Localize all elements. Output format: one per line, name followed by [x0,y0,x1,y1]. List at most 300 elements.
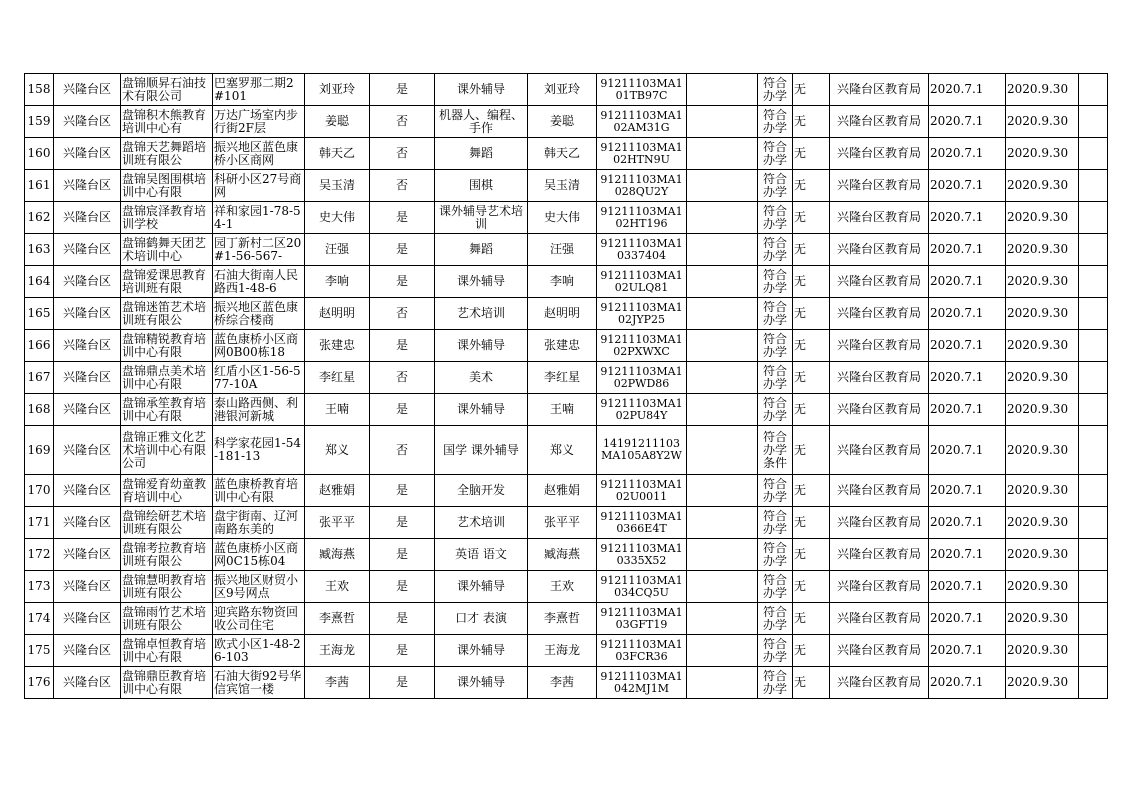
district-cell: 兴隆台区 [54,635,121,667]
responsible-person-cell: 刘亚玲 [528,74,597,106]
row-number: 168 [25,394,54,426]
department-cell: 兴隆台区教育局 [830,603,929,635]
institution-name-cell: 盘锦鼎臣教育培训中心有限 [121,667,213,699]
end-date-cell: 2020.9.30 [1006,362,1079,394]
district-cell: 兴隆台区 [54,202,121,234]
address-cell: 万达广场室内步行街2F层 [213,106,305,138]
institution-table [24,73,1108,699]
table-row [25,571,1108,603]
end-date-cell: 2020.9.30 [1006,394,1079,426]
blank-cell [687,539,758,571]
address-cell: 泰山路西侧、利港银河新城 [213,394,305,426]
blank-cell [1079,74,1108,106]
yes-no-cell: 否 [370,106,435,138]
blank-cell [1079,298,1108,330]
department-cell: 兴隆台区教育局 [830,266,929,298]
responsible-person-cell: 王欢 [528,571,597,603]
row-number: 158 [25,74,54,106]
start-date-cell: 2020.7.1 [929,266,1006,298]
table-row [25,635,1108,667]
institution-name-cell: 盘锦正雅文化艺术培训中心有限公司 [121,426,213,475]
start-date-cell: 2020.7.1 [929,539,1006,571]
qualification-cell: 符合办学 [758,362,793,394]
credit-code-cell: 14191211103MA105A8Y2W [597,426,687,475]
department-cell: 兴隆台区教育局 [830,106,929,138]
qualification-cell: 符合办学 [758,635,793,667]
yes-no-cell: 是 [370,539,435,571]
legal-person-cell: 臧海燕 [305,539,370,571]
start-date-cell: 2020.7.1 [929,138,1006,170]
start-date-cell: 2020.7.1 [929,362,1006,394]
blank-cell [1079,170,1108,202]
credit-code-cell: 91211103MA102HT196 [597,202,687,234]
qualification-cell: 符合办学 [758,667,793,699]
blank-cell [687,330,758,362]
blank-cell [1079,266,1108,298]
blank-cell [687,475,758,507]
yes-no-cell: 是 [370,571,435,603]
start-date-cell: 2020.7.1 [929,234,1006,266]
business-scope-cell: 国学 课外辅导 [435,426,528,475]
row-number: 175 [25,635,54,667]
institution-name-cell: 盘锦雨竹艺术培训班有限公 [121,603,213,635]
district-cell: 兴隆台区 [54,298,121,330]
department-cell: 兴隆台区教育局 [830,475,929,507]
table-row [25,266,1108,298]
responsible-person-cell: 张平平 [528,507,597,539]
legal-person-cell: 史大伟 [305,202,370,234]
end-date-cell: 2020.9.30 [1006,106,1079,138]
yes-no-cell: 否 [370,138,435,170]
end-date-cell: 2020.9.30 [1006,234,1079,266]
end-date-cell: 2020.9.30 [1006,475,1079,507]
end-date-cell: 2020.9.30 [1006,571,1079,603]
institution-name-cell: 盘锦吴图围棋培训中心有限 [121,170,213,202]
department-cell: 兴隆台区教育局 [830,138,929,170]
legal-person-cell: 李红星 [305,362,370,394]
address-cell: 红盾小区1-56-577-10A [213,362,305,394]
department-cell: 兴隆台区教育局 [830,170,929,202]
qualification-cell: 符合办学 [758,74,793,106]
responsible-person-cell: 姜聪 [528,106,597,138]
responsible-person-cell: 张建忠 [528,330,597,362]
legal-person-cell: 张平平 [305,507,370,539]
responsible-person-cell: 赵雅娟 [528,475,597,507]
row-number: 172 [25,539,54,571]
credit-code-cell: 91211103MA103FCR36 [597,635,687,667]
district-cell: 兴隆台区 [54,394,121,426]
qualification-cell: 符合办学 [758,106,793,138]
credit-code-cell: 91211103MA1042MJ1M [597,667,687,699]
blank-cell [1079,202,1108,234]
department-cell: 兴隆台区教育局 [830,426,929,475]
yes-no-cell: 否 [370,362,435,394]
yes-no-cell: 是 [370,603,435,635]
department-cell: 兴隆台区教育局 [830,635,929,667]
yes-no-cell: 否 [370,426,435,475]
record-cell: 无 [793,330,830,362]
credit-code-cell: 91211103MA10366E4T [597,507,687,539]
blank-cell [1079,138,1108,170]
table-row [25,362,1108,394]
responsible-person-cell: 李熹哲 [528,603,597,635]
qualification-cell: 符合办学 [758,603,793,635]
address-cell: 科研小区27号商网 [213,170,305,202]
institution-name-cell: 盘锦宸泽教育培训学校 [121,202,213,234]
record-cell: 无 [793,106,830,138]
table-row [25,170,1108,202]
row-number: 171 [25,507,54,539]
district-cell: 兴隆台区 [54,667,121,699]
yes-no-cell: 是 [370,635,435,667]
table-body [25,74,1108,699]
credit-code-cell: 91211103MA103GFT19 [597,603,687,635]
responsible-person-cell: 王海龙 [528,635,597,667]
blank-cell [687,106,758,138]
institution-name-cell: 盘锦鼎点美术培训中心有限 [121,362,213,394]
yes-no-cell: 是 [370,475,435,507]
row-number: 167 [25,362,54,394]
institution-name-cell: 盘锦慧明教育培训班有限公 [121,571,213,603]
row-number: 161 [25,170,54,202]
blank-cell [1079,635,1108,667]
department-cell: 兴隆台区教育局 [830,74,929,106]
address-cell: 欧式小区1-48-26-103 [213,635,305,667]
table-row [25,426,1108,475]
business-scope-cell: 舞蹈 [435,234,528,266]
department-cell: 兴隆台区教育局 [830,507,929,539]
institution-name-cell: 盘锦积木熊教育培训中心有 [121,106,213,138]
yes-no-cell: 是 [370,74,435,106]
institution-name-cell: 盘锦爱育幼童教育培训中心 [121,475,213,507]
credit-code-cell: 91211103MA102AM31G [597,106,687,138]
start-date-cell: 2020.7.1 [929,507,1006,539]
responsible-person-cell: 李红星 [528,362,597,394]
business-scope-cell: 口才 表演 [435,603,528,635]
address-cell: 振兴地区蓝色康桥综合楼商 [213,298,305,330]
business-scope-cell: 艺术培训 [435,507,528,539]
address-cell: 振兴地区蓝色康桥小区商网 [213,138,305,170]
qualification-cell: 符合办学 [758,330,793,362]
credit-code-cell: 91211103MA1028QU2Y [597,170,687,202]
blank-cell [1079,106,1108,138]
record-cell: 无 [793,507,830,539]
qualification-cell: 符合办学 [758,138,793,170]
responsible-person-cell: 赵明明 [528,298,597,330]
row-number: 163 [25,234,54,266]
legal-person-cell: 赵雅娟 [305,475,370,507]
blank-cell [687,571,758,603]
blank-cell [687,234,758,266]
start-date-cell: 2020.7.1 [929,74,1006,106]
department-cell: 兴隆台区教育局 [830,298,929,330]
blank-cell [1079,330,1108,362]
department-cell: 兴隆台区教育局 [830,362,929,394]
yes-no-cell: 是 [370,234,435,266]
responsible-person-cell: 史大伟 [528,202,597,234]
legal-person-cell: 郑义 [305,426,370,475]
blank-cell [1079,475,1108,507]
business-scope-cell: 课外辅导 [435,635,528,667]
district-cell: 兴隆台区 [54,330,121,362]
start-date-cell: 2020.7.1 [929,330,1006,362]
end-date-cell: 2020.9.30 [1006,74,1079,106]
institution-name-cell: 盘锦承笙教育培训中心有限 [121,394,213,426]
blank-cell [1079,539,1108,571]
table-row [25,667,1108,699]
start-date-cell: 2020.7.1 [929,426,1006,475]
row-number: 170 [25,475,54,507]
table-row [25,202,1108,234]
end-date-cell: 2020.9.30 [1006,426,1079,475]
institution-name-cell: 盘锦天艺舞蹈培训班有限公 [121,138,213,170]
end-date-cell: 2020.9.30 [1006,507,1079,539]
end-date-cell: 2020.9.30 [1006,603,1079,635]
blank-cell [1079,507,1108,539]
district-cell: 兴隆台区 [54,539,121,571]
credit-code-cell: 91211103MA102U0011 [597,475,687,507]
address-cell: 巴塞罗那二期2#101 [213,74,305,106]
business-scope-cell: 全脑开发 [435,475,528,507]
row-number: 162 [25,202,54,234]
blank-cell [687,507,758,539]
address-cell: 蓝色康桥教育培训中心有限 [213,475,305,507]
end-date-cell: 2020.9.30 [1006,266,1079,298]
record-cell: 无 [793,475,830,507]
record-cell: 无 [793,170,830,202]
blank-cell [687,202,758,234]
business-scope-cell: 机器人、编程、手作 [435,106,528,138]
blank-cell [687,362,758,394]
responsible-person-cell: 吴玉清 [528,170,597,202]
qualification-cell: 符合办学 [758,394,793,426]
start-date-cell: 2020.7.1 [929,635,1006,667]
district-cell: 兴隆台区 [54,603,121,635]
record-cell: 无 [793,362,830,394]
business-scope-cell: 课外辅导 [435,394,528,426]
table-row [25,475,1108,507]
qualification-cell: 符合办学 [758,266,793,298]
yes-no-cell: 是 [370,507,435,539]
yes-no-cell: 是 [370,667,435,699]
qualification-cell: 符合办学 [758,170,793,202]
table-row [25,234,1108,266]
business-scope-cell: 舞蹈 [435,138,528,170]
record-cell: 无 [793,266,830,298]
qualification-cell: 符合办学 [758,202,793,234]
address-cell: 祥和家园1-78-54-1 [213,202,305,234]
business-scope-cell: 美术 [435,362,528,394]
district-cell: 兴隆台区 [54,266,121,298]
institution-name-cell: 盘锦考拉教育培训班有限公 [121,539,213,571]
blank-cell [1079,603,1108,635]
business-scope-cell: 艺术培训 [435,298,528,330]
address-cell: 振兴地区财贸小区9号网点 [213,571,305,603]
responsible-person-cell: 臧海燕 [528,539,597,571]
credit-code-cell: 91211103MA1034CQ5U [597,571,687,603]
table-row [25,603,1108,635]
blank-cell [1079,426,1108,475]
district-cell: 兴隆台区 [54,475,121,507]
responsible-person-cell: 汪强 [528,234,597,266]
address-cell: 园丁新村二区20#1-56-567- [213,234,305,266]
legal-person-cell: 韩天乙 [305,138,370,170]
credit-code-cell: 91211103MA101TB97C [597,74,687,106]
start-date-cell: 2020.7.1 [929,571,1006,603]
institution-name-cell: 盘锦精锐教育培训中心有限 [121,330,213,362]
table-row [25,298,1108,330]
row-number: 174 [25,603,54,635]
record-cell: 无 [793,603,830,635]
institution-name-cell: 盘锦爱课思教育培训班有限 [121,266,213,298]
credit-code-cell: 91211103MA102ULQ81 [597,266,687,298]
end-date-cell: 2020.9.30 [1006,330,1079,362]
business-scope-cell: 围棋 [435,170,528,202]
start-date-cell: 2020.7.1 [929,202,1006,234]
address-cell: 蓝色康桥小区商网0C15栋04 [213,539,305,571]
responsible-person-cell: 李响 [528,266,597,298]
responsible-person-cell: 李茜 [528,667,597,699]
credit-code-cell: 91211103MA102HTN9U [597,138,687,170]
credit-code-cell: 91211103MA10337404 [597,234,687,266]
legal-person-cell: 王海龙 [305,635,370,667]
start-date-cell: 2020.7.1 [929,667,1006,699]
district-cell: 兴隆台区 [54,138,121,170]
address-cell: 盘宇街南、辽河南路东美的 [213,507,305,539]
address-cell: 迎宾路东物资回收公司住宅 [213,603,305,635]
address-cell: 石油大街92号华信宾馆一楼 [213,667,305,699]
qualification-cell: 符合办学 [758,234,793,266]
legal-person-cell: 刘亚玲 [305,74,370,106]
row-number: 173 [25,571,54,603]
district-cell: 兴隆台区 [54,74,121,106]
table-row [25,539,1108,571]
row-number: 166 [25,330,54,362]
qualification-cell: 符合办学 [758,475,793,507]
department-cell: 兴隆台区教育局 [830,667,929,699]
legal-person-cell: 李熹哲 [305,603,370,635]
responsible-person-cell: 韩天乙 [528,138,597,170]
blank-cell [687,635,758,667]
blank-cell [687,298,758,330]
institution-name-cell: 盘锦卓恒教育培训中心有限 [121,635,213,667]
district-cell: 兴隆台区 [54,362,121,394]
responsible-person-cell: 王喃 [528,394,597,426]
yes-no-cell: 是 [370,394,435,426]
start-date-cell: 2020.7.1 [929,603,1006,635]
district-cell: 兴隆台区 [54,571,121,603]
blank-cell [687,426,758,475]
credit-code-cell: 91211103MA102PU84Y [597,394,687,426]
row-number: 159 [25,106,54,138]
row-number: 160 [25,138,54,170]
district-cell: 兴隆台区 [54,106,121,138]
department-cell: 兴隆台区教育局 [830,202,929,234]
institution-name-cell: 盘锦顺昇石油技术有限公司 [121,74,213,106]
institution-name-cell: 盘锦迷笛艺术培训班有限公 [121,298,213,330]
blank-cell [687,266,758,298]
record-cell: 无 [793,394,830,426]
end-date-cell: 2020.9.30 [1006,138,1079,170]
end-date-cell: 2020.9.30 [1006,539,1079,571]
row-number: 176 [25,667,54,699]
table-row [25,138,1108,170]
department-cell: 兴隆台区教育局 [830,539,929,571]
start-date-cell: 2020.7.1 [929,394,1006,426]
blank-cell [687,74,758,106]
legal-person-cell: 王喃 [305,394,370,426]
legal-person-cell: 王欢 [305,571,370,603]
legal-person-cell: 姜聪 [305,106,370,138]
blank-cell [687,138,758,170]
record-cell: 无 [793,234,830,266]
business-scope-cell: 课外辅导 [435,266,528,298]
table-row [25,330,1108,362]
department-cell: 兴隆台区教育局 [830,571,929,603]
business-scope-cell: 课外辅导 [435,330,528,362]
legal-person-cell: 汪强 [305,234,370,266]
blank-cell [1079,394,1108,426]
district-cell: 兴隆台区 [54,170,121,202]
address-cell: 科学家花园1-54-181-13 [213,426,305,475]
blank-cell [1079,234,1108,266]
end-date-cell: 2020.9.30 [1006,298,1079,330]
start-date-cell: 2020.7.1 [929,170,1006,202]
record-cell: 无 [793,138,830,170]
department-cell: 兴隆台区教育局 [830,394,929,426]
end-date-cell: 2020.9.30 [1006,202,1079,234]
start-date-cell: 2020.7.1 [929,106,1006,138]
responsible-person-cell: 郑义 [528,426,597,475]
record-cell: 无 [793,74,830,106]
blank-cell [687,667,758,699]
credit-code-cell: 91211103MA10335X52 [597,539,687,571]
department-cell: 兴隆台区教育局 [830,330,929,362]
business-scope-cell: 课外辅导 [435,571,528,603]
table-row [25,106,1108,138]
business-scope-cell: 课外辅导 [435,74,528,106]
record-cell: 无 [793,667,830,699]
qualification-cell: 符合办学 [758,571,793,603]
yes-no-cell: 否 [370,298,435,330]
district-cell: 兴隆台区 [54,234,121,266]
qualification-cell: 符合办学 [758,539,793,571]
blank-cell [1079,571,1108,603]
district-cell: 兴隆台区 [54,426,121,475]
yes-no-cell: 是 [370,202,435,234]
blank-cell [1079,362,1108,394]
business-scope-cell: 课外辅导艺术培训 [435,202,528,234]
table-row [25,74,1108,106]
start-date-cell: 2020.7.1 [929,298,1006,330]
address-cell: 石油大街南人民路西1-48-6 [213,266,305,298]
legal-person-cell: 李响 [305,266,370,298]
end-date-cell: 2020.9.30 [1006,667,1079,699]
table-row [25,507,1108,539]
legal-person-cell: 赵明明 [305,298,370,330]
credit-code-cell: 91211103MA102PWD86 [597,362,687,394]
legal-person-cell: 吴玉清 [305,170,370,202]
qualification-cell: 符合办学条件 [758,426,793,475]
blank-cell [687,170,758,202]
yes-no-cell: 否 [370,170,435,202]
department-cell: 兴隆台区教育局 [830,234,929,266]
end-date-cell: 2020.9.30 [1006,170,1079,202]
qualification-cell: 符合办学 [758,507,793,539]
end-date-cell: 2020.9.30 [1006,635,1079,667]
row-number: 169 [25,426,54,475]
address-cell: 蓝色康桥小区商网0B00栋18 [213,330,305,362]
